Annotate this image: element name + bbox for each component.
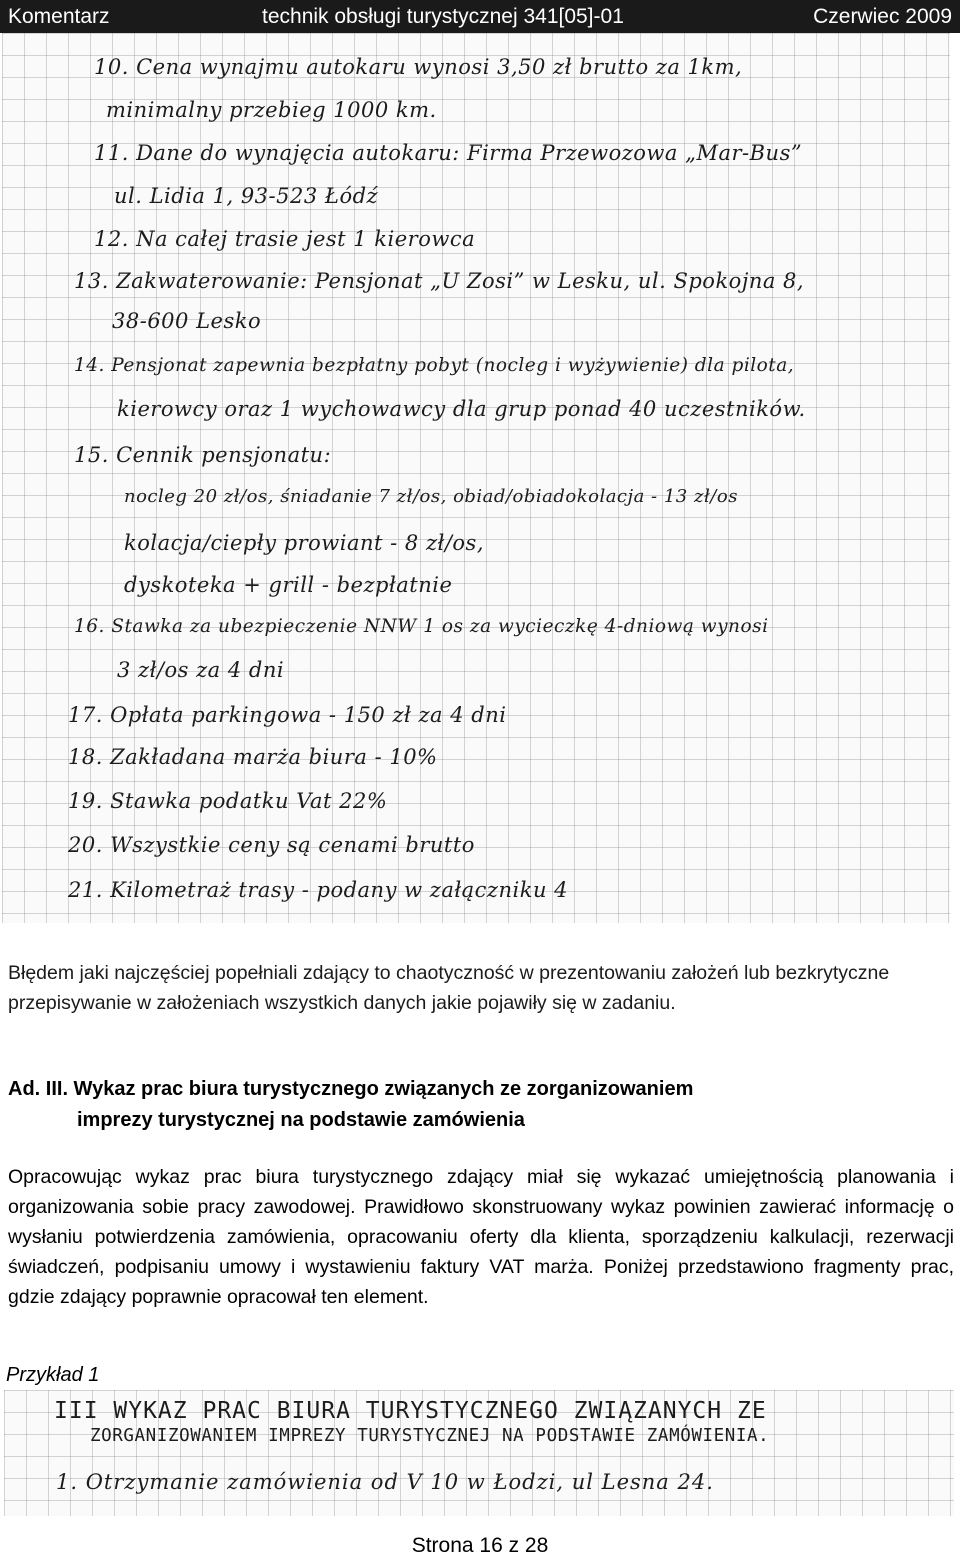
page-header — [0, 0, 960, 33]
handwritten-line: kolacja/ciepły prowiant - 8 zł/os, — [124, 531, 484, 555]
section-heading — [8, 1074, 954, 1136]
section-heading-line1: Ad. III. Wykaz prac biura turystycznego związanych ze zorganizowaniem — [8, 1078, 694, 1100]
handwritten-line: 18. Zakładana marża biura - 10% — [68, 745, 438, 769]
example-scan — [4, 1390, 954, 1516]
example-label: Przykład 1 — [6, 1364, 100, 1386]
handwritten-line: dyskoteka + grill - bezpłatnie — [124, 573, 453, 597]
handwritten-line: 20. Wszystkie ceny są cenami brutto — [68, 833, 475, 857]
handwritten-line: 19. Stawka podatku Vat 22% — [68, 789, 388, 813]
header-section-label: Komentarz — [8, 5, 110, 28]
section-heading-line2: imprezy turystycznej na podstawie zamówienia — [77, 1109, 525, 1131]
handwritten-line: 15. Cennik pensjonatu: — [74, 443, 332, 467]
handwritten-line: nocleg 20 zł/os, śniadanie 7 zł/os, obiad/obiadokolacja - 13 zł/os — [124, 486, 738, 507]
paragraph-work-list: Opracowując wykaz prac biura turystycznego zdający miał się wykazać umiejętnością planowania i organizowania sobie pracy zawodowej. Prawidłowo skonstruowany wykaz powinien zawierać informację o wysłaniu potwierdzenia zamówienia, opracowaniu oferty dla klienta, sporządzeniu kalkulacji, rezerwacji świadczeń, podpisaniu umowy i wystawieniu faktury VAT marża. Poniżej przedstawiono fragmenty prac, gdzie zdający poprawnie opracował ten element. — [8, 1166, 954, 1308]
handwritten-line: 16. Stawka za ubezpieczenie NNW 1 os za wycieczkę 4-dniową wynosi — [74, 616, 769, 637]
handwritten-line: 11. Dane do wynajęcia autokaru: Firma Przewozowa „Mar-Bus” — [94, 141, 803, 165]
page-number: Strona 16 z 28 — [411, 1534, 549, 1557]
handwritten-line: 17. Opłata parkingowa - 150 zł za 4 dni — [68, 703, 507, 727]
header-document-title: technik obsługi turystycznej 341[05]-01 — [262, 5, 624, 28]
example-line: 1. Otrzymanie zamówienia od V 10 w Łodzi, ul Lesna 24. — [56, 1470, 714, 1494]
handwritten-line: 13. Zakwaterowanie: Pensjonat „U Zosi” w Lesku, ul. Spokojna 8, — [74, 269, 805, 293]
example-line: III WYKAZ PRAC BIURA TURYSTYCZNEGO ZWIĄZANYCH ZE — [54, 1398, 767, 1424]
handwritten-line: 12. Na całej trasie jest 1 kierowca — [94, 227, 476, 251]
handwritten-line: 21. Kilometraż trasy - podany w załączniku 4 — [68, 878, 569, 902]
handwritten-line: 10. Cena wynajmu autokaru wynosi 3,50 zł brutto za 1km, — [94, 55, 743, 79]
handwritten-line: 38-600 Lesko — [112, 309, 262, 333]
handwritten-line: 14. Pensjonat zapewnia bezpłatny pobyt (nocleg i wyżywienie) dla pilota, — [74, 355, 795, 376]
handwritten-line: 3 zł/os za 4 dni — [117, 658, 285, 682]
paragraph-common-errors: Błędem jaki najczęściej popełniali zdający to chaotyczność w prezentowaniu założeń lub bezkrytyczne przepisywanie w założeniach wszystkich danych jakie pojawiły się w zadaniu. — [8, 962, 890, 1014]
handwritten-line: ul. Lidia 1, 93-523 Łódź — [114, 184, 379, 208]
handwritten-line: minimalny przebieg 1000 km. — [106, 98, 437, 122]
example-line: ZORGANIZOWANIEM IMPREZY TURYSTYCZNEJ NA PODSTAWIE ZAMÓWIENIA. — [90, 1426, 770, 1446]
header-date: Czerwiec 2009 — [813, 5, 952, 28]
handwritten-line: kierowcy oraz 1 wychowawcy dla grup ponad 40 uczestników. — [117, 397, 806, 421]
handwritten-scan — [2, 33, 950, 923]
